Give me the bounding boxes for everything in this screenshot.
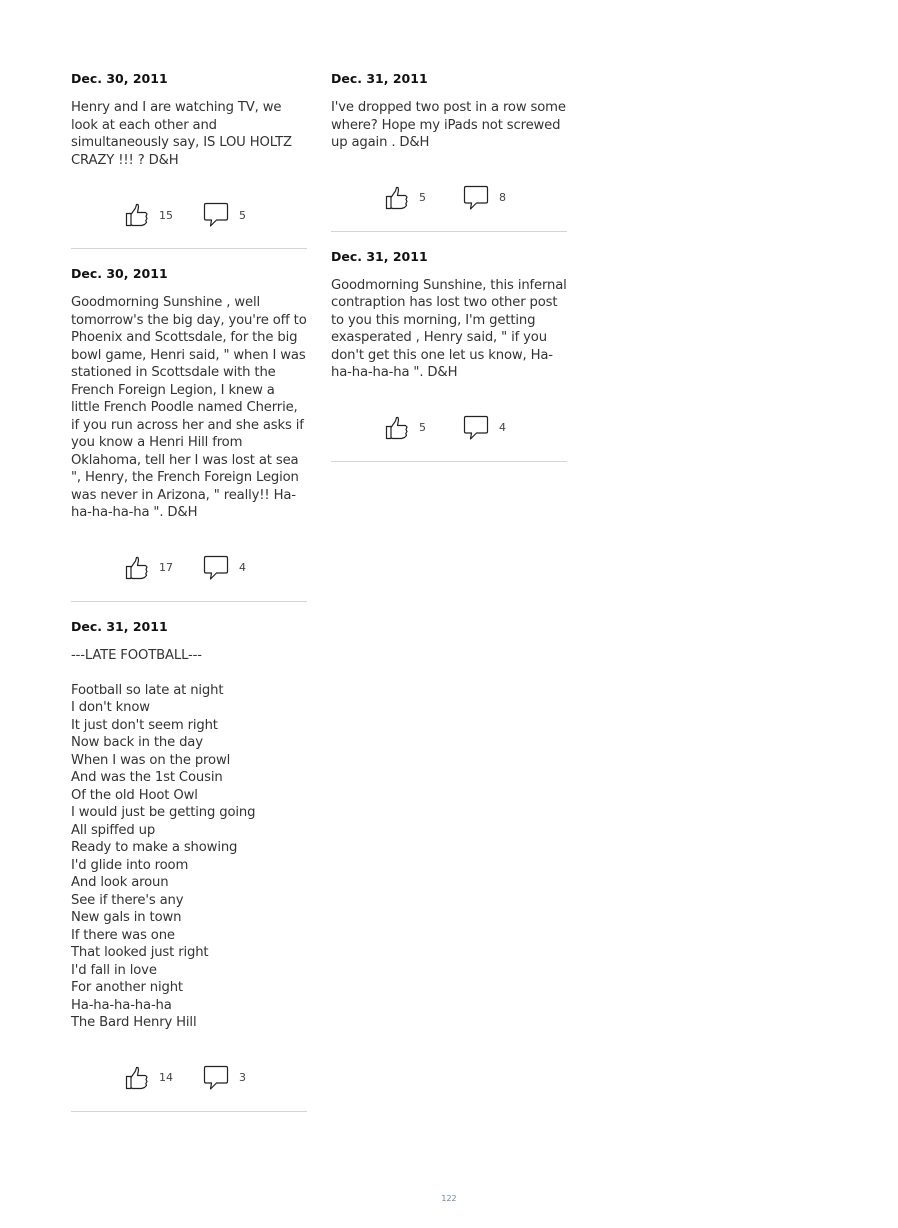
comment-count: 3 [239, 1071, 246, 1084]
like-button[interactable] [385, 186, 433, 210]
comment-button[interactable] [203, 1065, 253, 1091]
left-column [71, 70, 307, 1112]
like-button[interactable] [125, 203, 173, 227]
comment-button[interactable] [463, 415, 513, 441]
comment-count: 5 [239, 208, 246, 222]
post-date: Dec. 31, 2011 [71, 618, 168, 634]
comment-button[interactable] [203, 555, 253, 581]
right-column [331, 70, 567, 462]
speech-bubble-icon [203, 202, 229, 228]
post-actions [331, 152, 567, 231]
thumbs-up-icon [125, 203, 149, 227]
post [331, 248, 567, 462]
post-actions [71, 522, 307, 601]
speech-bubble-icon [203, 555, 229, 581]
like-button[interactable] [385, 416, 433, 440]
post-body: Henry and I are watching TV, we look at each other and simultaneously say, IS LOU HOLTZ CRAZY !!! ? D&H [71, 100, 292, 168]
post-body: Goodmorning Sunshine, this infernal contraption has lost two other post to you this morning, I'm getting exasperated , Henry said, " if you don't get this one let us know, Ha-ha-ha-ha-ha ". D&H [331, 277, 567, 380]
speech-bubble-icon [203, 1065, 229, 1091]
comment-button[interactable] [463, 185, 513, 211]
comment-count: 4 [239, 561, 246, 574]
like-count: 14 [159, 1071, 173, 1084]
like-button[interactable] [125, 1066, 173, 1090]
post [331, 70, 567, 232]
post-date: Dec. 31, 2011 [331, 248, 428, 264]
comment-button[interactable] [203, 202, 253, 228]
post [71, 618, 307, 1112]
post-actions [71, 1032, 307, 1111]
post-date: Dec. 30, 2011 [71, 71, 168, 86]
post-actions [331, 382, 567, 461]
like-count: 5 [419, 191, 426, 204]
like-count: 15 [159, 208, 173, 222]
post-body: I've dropped two post in a row some where? Hope my iPads not screwed up again . D&H [331, 100, 566, 150]
comment-count: 8 [499, 191, 506, 204]
post [71, 70, 307, 249]
like-count: 5 [419, 421, 426, 434]
post-body: ---LATE FOOTBALL--- Football so late at night I don't know It just don't seem right Now back in the day When I was on the prowl And was the 1st Cousin Of the old Hoot Owl I would just be getting going All spiffed up Ready to make a showing I'd glide into room And look aroun See if there's any New gals in town If there was one That looked just right I'd fall in love For another night Ha-ha-ha-ha-ha The Bard Henry Hill [71, 647, 256, 1030]
thumbs-up-icon [385, 416, 409, 440]
like-count: 17 [159, 561, 173, 574]
comment-count: 4 [499, 421, 506, 434]
thumbs-up-icon [125, 1066, 149, 1090]
thumbs-up-icon [385, 186, 409, 210]
post [71, 265, 307, 602]
post-date: Dec. 30, 2011 [71, 266, 168, 281]
post-actions [71, 169, 307, 248]
speech-bubble-icon [463, 185, 489, 211]
like-button[interactable] [125, 556, 173, 580]
post-body: Goodmorning Sunshine , well tomorrow's the big day, you're off to Phoenix and Scottsdale, for the big bowl game, Henri said, " when I was stationed in Scottsdale with the French Foreign Legion, I knew a little French Poodle named Cherrie, if you run across her and she asks if you know a Henri Hill from Oklahoma, tell her I was lost at sea ", Henry, the French Foreign Legion was never in Arizona, " really!! Ha-ha-ha-ha-ha ". D&H [71, 295, 307, 520]
page-number: 122 [441, 1194, 457, 1203]
post-date: Dec. 31, 2011 [331, 71, 428, 86]
speech-bubble-icon [463, 415, 489, 441]
thumbs-up-icon [125, 556, 149, 580]
